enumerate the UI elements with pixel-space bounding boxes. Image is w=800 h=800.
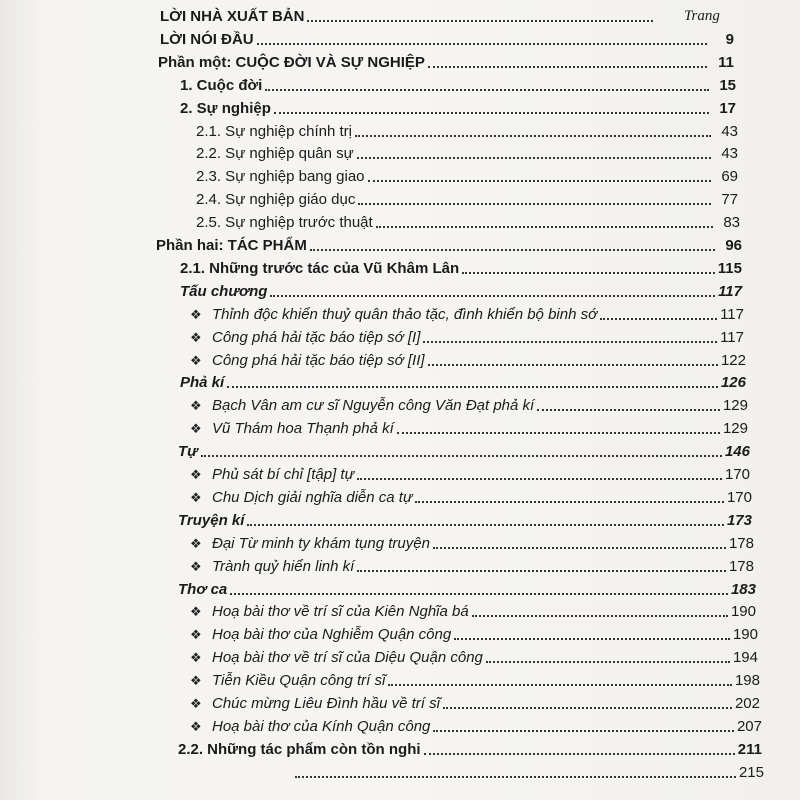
dot-leader bbox=[257, 43, 707, 45]
dot-leader bbox=[227, 386, 718, 388]
page-column-label: Trang bbox=[684, 8, 720, 24]
dot-leader bbox=[424, 753, 735, 755]
toc-page-number: 173 bbox=[726, 511, 752, 529]
toc-page-number: 129 bbox=[722, 420, 748, 438]
toc-entry-title: Bạch Vân am cư sĩ Nguyễn công Văn Đạt phả kí bbox=[212, 397, 535, 415]
toc-entry-title: Công phá hải tặc báo tiệp sớ [I] bbox=[212, 328, 421, 346]
toc-entry-title: Hoạ bài thơ về trí sĩ của Kiên Nghĩa bá bbox=[212, 603, 469, 621]
toc-page-number: 194 bbox=[732, 649, 758, 667]
dot-leader bbox=[265, 89, 709, 91]
diamond-bullet-icon: ❖ bbox=[190, 398, 202, 414]
toc-page-number: 190 bbox=[732, 626, 758, 644]
diamond-bullet-icon: ❖ bbox=[190, 604, 202, 620]
toc-page-number: 69 bbox=[721, 168, 738, 186]
dot-leader bbox=[600, 318, 717, 320]
toc-page-number: 117 bbox=[718, 282, 742, 300]
toc-entry-title: Phần một: CUỘC ĐỜI VÀ SỰ NGHIỆP bbox=[158, 53, 425, 71]
toc-entry-title: 2.5. Sự nghiệp trước thuật bbox=[196, 214, 373, 232]
toc-entry bbox=[178, 577, 756, 599]
diamond-bullet-icon: ❖ bbox=[190, 673, 202, 689]
toc-page-number: 11 bbox=[718, 53, 734, 71]
toc-page-number: 215 bbox=[738, 763, 764, 781]
toc-page-number: 170 bbox=[726, 488, 752, 506]
diamond-bullet-icon: ❖ bbox=[190, 352, 202, 368]
toc-page-number: 198 bbox=[734, 672, 760, 690]
dot-leader bbox=[270, 295, 715, 297]
dot-leader bbox=[368, 180, 711, 182]
toc-entry bbox=[156, 233, 742, 255]
dot-leader bbox=[274, 112, 709, 114]
dot-leader bbox=[397, 432, 720, 434]
toc-entry-title: Thơ ca bbox=[178, 580, 228, 598]
dot-leader bbox=[358, 203, 711, 205]
dot-leader bbox=[355, 135, 711, 137]
toc-page-number: 43 bbox=[721, 122, 738, 140]
toc-entry-title: Tự bbox=[178, 443, 198, 461]
toc-page-number: 77 bbox=[721, 191, 738, 209]
toc-entry bbox=[180, 279, 742, 301]
toc-entry bbox=[180, 370, 746, 392]
dot-leader bbox=[486, 661, 730, 663]
dot-leader bbox=[423, 341, 717, 343]
diamond-bullet-icon: ❖ bbox=[190, 306, 202, 322]
toc-entry-title: Truyện kí bbox=[178, 511, 245, 529]
toc-entry-title: Chu Dịch giải nghĩa diễn ca tự bbox=[212, 488, 413, 506]
dot-leader bbox=[433, 730, 734, 732]
toc-entry-title: 2.1. Sự nghiệp chính trị bbox=[196, 122, 352, 140]
diamond-bullet-icon: ❖ bbox=[190, 650, 202, 666]
dot-leader bbox=[310, 249, 715, 251]
toc-page-number: 15 bbox=[719, 76, 736, 94]
toc-entry-title: Chúc mừng Liêu Đình hầu về trí sĩ bbox=[212, 695, 440, 712]
toc-entry bbox=[190, 393, 748, 415]
dot-leader bbox=[201, 455, 722, 457]
toc-entry bbox=[190, 325, 744, 347]
toc-entry-title: LỜI NÓI ĐẦU bbox=[160, 30, 254, 48]
toc-entry-title: Vũ Thám hoa Thạnh phả kí bbox=[212, 420, 394, 438]
dot-leader bbox=[357, 157, 711, 159]
dot-leader bbox=[295, 776, 736, 778]
toc-entry-title: Hoạ bài thơ về trí sĩ của Diệu Quận công bbox=[212, 649, 483, 667]
toc-page-number: 202 bbox=[734, 695, 760, 712]
dot-leader bbox=[230, 593, 728, 595]
dot-leader bbox=[537, 409, 720, 411]
toc-entry-title: 2.4. Sự nghiệp giáo dục bbox=[196, 191, 356, 209]
toc-entry bbox=[178, 508, 752, 530]
dot-leader bbox=[415, 501, 724, 503]
diamond-bullet-icon: ❖ bbox=[190, 535, 202, 551]
toc-page-number: 207 bbox=[736, 717, 762, 735]
toc-page-number: 170 bbox=[724, 466, 750, 483]
toc-entry bbox=[190, 462, 750, 484]
toc-page-number: 122 bbox=[720, 351, 746, 369]
toc-entry-title: Tiễn Kiều Quận công trí sĩ bbox=[212, 672, 386, 690]
toc-entry-title: Công phá hải tặc báo tiệp sớ [II] bbox=[212, 351, 425, 369]
diamond-bullet-icon: ❖ bbox=[190, 421, 202, 437]
dot-leader bbox=[247, 524, 724, 526]
toc-entry bbox=[190, 668, 760, 690]
dot-leader bbox=[376, 226, 713, 228]
toc-page-number: 190 bbox=[730, 603, 756, 621]
toc-entry bbox=[190, 554, 754, 576]
toc-page-number: 146 bbox=[724, 443, 750, 461]
diamond-bullet-icon: ❖ bbox=[190, 627, 202, 643]
toc-entry bbox=[178, 439, 750, 461]
toc-entry bbox=[158, 50, 734, 72]
toc-entry bbox=[190, 622, 758, 644]
toc-entry-title: Thỉnh độc khiển thuỷ quân thảo tặc, đình khiển bộ binh sớ bbox=[212, 305, 598, 323]
toc-page-number: 96 bbox=[725, 237, 742, 254]
toc-entry bbox=[196, 164, 738, 186]
toc-page-number: 115 bbox=[717, 259, 742, 277]
diamond-bullet-icon: ❖ bbox=[190, 467, 202, 482]
dot-leader bbox=[454, 638, 730, 640]
toc-entry bbox=[190, 485, 752, 507]
toc-entry bbox=[160, 4, 680, 26]
toc-page-number: 126 bbox=[720, 374, 746, 392]
toc-entry-title: 2.3. Sự nghiệp bang giao bbox=[196, 168, 365, 186]
toc-entry bbox=[180, 73, 736, 95]
toc-entry-title: 2.2. Những tác phẩm còn tồn nghi bbox=[178, 740, 421, 758]
toc-page-number: 83 bbox=[723, 214, 740, 232]
toc-entry bbox=[190, 302, 744, 324]
toc-entry bbox=[180, 256, 742, 278]
dot-leader bbox=[307, 20, 653, 22]
toc-page-number: 117 bbox=[720, 328, 744, 346]
diamond-bullet-icon: ❖ bbox=[190, 489, 202, 505]
toc-entry bbox=[190, 599, 756, 621]
diamond-bullet-icon: ❖ bbox=[190, 718, 202, 734]
toc-entry bbox=[178, 737, 762, 759]
toc-entry-title: Hoạ bài thơ của Kính Quận công bbox=[212, 717, 431, 735]
toc-entry-title: Đại Từ minh ty khám tụng truyện bbox=[212, 534, 430, 552]
dot-leader bbox=[472, 615, 728, 617]
toc-entry-title: Trành quỷ hiển linh kí bbox=[212, 557, 355, 575]
toc-entry-title: Tấu chương bbox=[180, 282, 268, 300]
toc-entry-title: 1. Cuộc đời bbox=[180, 76, 263, 94]
toc-page-number: 43 bbox=[721, 145, 738, 163]
dot-leader bbox=[388, 684, 732, 686]
dot-leader bbox=[462, 272, 715, 274]
toc-page-number: 178 bbox=[728, 534, 754, 552]
toc-entry bbox=[196, 210, 740, 232]
dot-leader bbox=[433, 547, 726, 549]
toc-page-number: 178 bbox=[728, 557, 754, 575]
toc-entry bbox=[190, 416, 748, 438]
toc-entry bbox=[190, 645, 758, 667]
toc-entry bbox=[196, 119, 738, 141]
toc-entry bbox=[190, 714, 762, 736]
toc-entry-title: 2.1. Những trước tác của Vũ Khâm Lân bbox=[180, 259, 460, 277]
toc-page-number: 9 bbox=[725, 30, 734, 48]
diamond-bullet-icon: ❖ bbox=[190, 558, 202, 574]
toc-entry bbox=[190, 531, 754, 553]
dot-leader bbox=[443, 707, 732, 709]
toc-entry bbox=[190, 348, 746, 370]
toc-entry bbox=[292, 760, 764, 782]
toc-entry bbox=[160, 27, 734, 49]
toc-entry bbox=[196, 141, 738, 163]
diamond-bullet-icon: ❖ bbox=[190, 696, 202, 711]
toc-page-number: 211 bbox=[737, 740, 762, 758]
dot-leader bbox=[428, 66, 707, 68]
toc-page-number: 129 bbox=[722, 397, 748, 415]
toc-entry-title: Phần hai: TÁC PHẨM bbox=[156, 237, 307, 254]
toc-page-number: 117 bbox=[720, 305, 744, 323]
dot-leader bbox=[357, 570, 726, 572]
toc-entry-title: 2. Sự nghiệp bbox=[180, 99, 271, 117]
dot-leader bbox=[357, 478, 722, 480]
dot-leader bbox=[428, 364, 718, 366]
toc-entry-title: 2.2. Sự nghiệp quân sự bbox=[196, 145, 354, 163]
toc-entry bbox=[180, 96, 736, 118]
toc-page-number: 17 bbox=[719, 99, 736, 117]
toc-entry-title: Hoạ bài thơ của Nghiễm Quận công bbox=[212, 626, 452, 644]
toc-entry-title: LỜI NHÀ XUẤT BẢN bbox=[160, 8, 305, 25]
diamond-bullet-icon: ❖ bbox=[190, 329, 202, 345]
toc-entry bbox=[196, 187, 738, 209]
toc-page-number: 183 bbox=[730, 580, 756, 598]
toc-entry-title: Phả kí bbox=[180, 374, 225, 392]
toc-entry bbox=[190, 691, 760, 713]
toc-entry-title: Phủ sát bí chỉ [tập] tự bbox=[212, 466, 355, 483]
